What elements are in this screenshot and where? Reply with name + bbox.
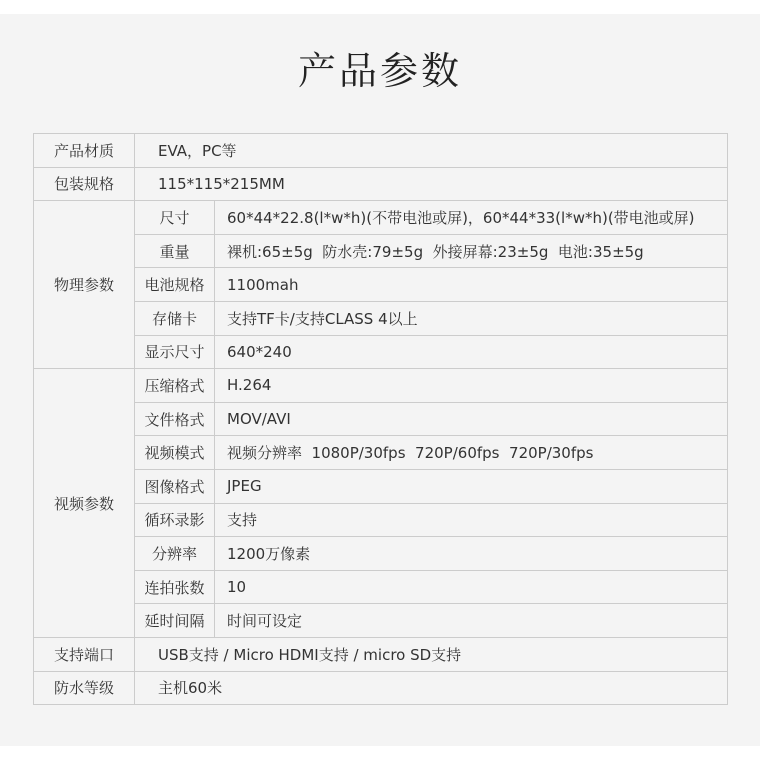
sub-label: 图像格式 — [135, 469, 215, 503]
sub-label: 分辨率 — [135, 537, 215, 571]
row-value-package: 115*115*215MM — [135, 167, 728, 201]
group-label-video: 视频参数 — [34, 369, 135, 638]
table-row — [34, 335, 728, 369]
group-label-physical: 物理参数 — [34, 201, 135, 369]
table-row — [34, 402, 728, 436]
sub-label: 压缩格式 — [135, 369, 215, 403]
row-value-material: EVA，PC等 — [135, 134, 728, 168]
page-title: 产品参数 — [297, 49, 462, 93]
sub-value: H.264 — [215, 369, 728, 403]
table-row — [34, 637, 728, 671]
sub-label: 尺寸 — [135, 201, 215, 235]
sub-value: 1200万像素 — [215, 537, 728, 571]
sub-label: 重量 — [135, 234, 215, 268]
table-row — [34, 234, 728, 268]
row-label-package: 包装规格 — [34, 167, 135, 201]
table-row — [34, 537, 728, 571]
table-row — [34, 469, 728, 503]
sub-label: 视频模式 — [135, 436, 215, 470]
table-row — [34, 570, 728, 604]
table-row — [34, 503, 728, 537]
row-label-waterproof: 防水等级 — [34, 671, 135, 705]
table-row — [34, 301, 728, 335]
sub-value: JPEG — [215, 469, 728, 503]
sub-value: MOV/AVI — [215, 402, 728, 436]
sub-value: 10 — [215, 570, 728, 604]
sub-value: 视频分辨率 1080P/30fps 720P/60fps 720P/30fps — [215, 436, 728, 470]
table-row — [34, 134, 728, 168]
sub-value: 裸机:65±5g 防水壳:79±5g 外接屏幕:23±5g 电池:35±5g — [215, 234, 728, 268]
sub-value: 60*44*22.8(l*w*h)(不带电池或屏)，60*44*33(l*w*h)(带电池或屏) — [215, 201, 728, 235]
table-row — [34, 436, 728, 470]
row-value-ports: USB支持 / Micro HDMI支持 / micro SD支持 — [135, 637, 728, 671]
sub-label: 连拍张数 — [135, 570, 215, 604]
spec-table — [33, 133, 728, 705]
table-row — [34, 167, 728, 201]
table-row — [34, 268, 728, 302]
table-row — [34, 201, 728, 235]
sub-label: 延时间隔 — [135, 604, 215, 638]
table-row — [34, 369, 728, 403]
sub-label: 循环录影 — [135, 503, 215, 537]
sub-value: 支持TF卡/支持CLASS 4以上 — [215, 301, 728, 335]
table-row — [34, 604, 728, 638]
table-row — [34, 671, 728, 705]
sub-label: 电池规格 — [135, 268, 215, 302]
sub-label: 存储卡 — [135, 301, 215, 335]
sub-value: 时间可设定 — [215, 604, 728, 638]
sub-value: 1100mah — [215, 268, 728, 302]
sub-label: 显示尺寸 — [135, 335, 215, 369]
row-label-ports: 支持端口 — [34, 637, 135, 671]
sub-value: 支持 — [215, 503, 728, 537]
row-value-waterproof: 主机60米 — [135, 671, 728, 705]
row-label-material: 产品材质 — [34, 134, 135, 168]
sub-value: 640*240 — [215, 335, 728, 369]
sub-label: 文件格式 — [135, 402, 215, 436]
